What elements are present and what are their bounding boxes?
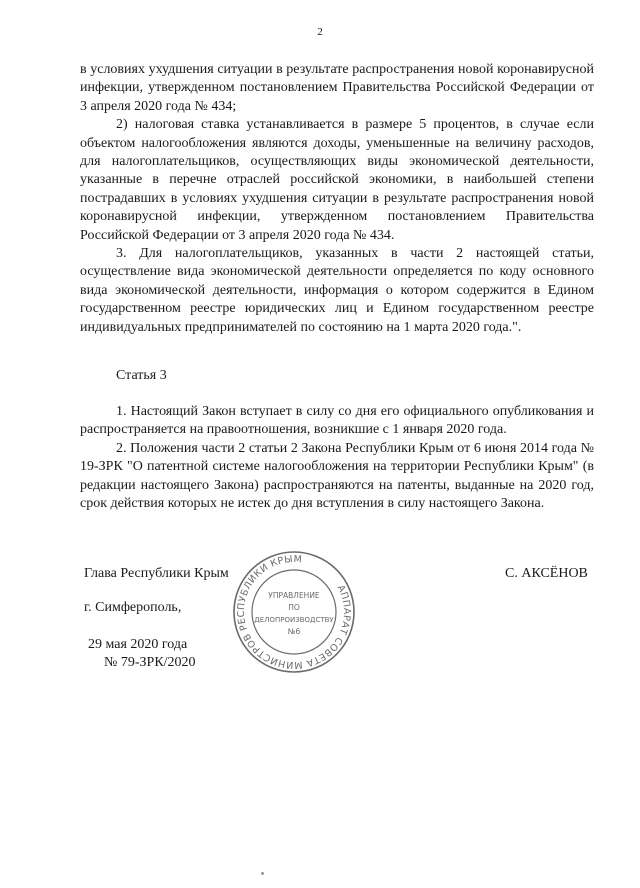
paragraph-taxpayers: 3. Для налогоплательщиков, указанных в части 2 настоящей статьи, осуществление вида экономической деятельности определяется по коду основного вида экономической деятельности, информация о котором содержится в Едином государственном реестре юридических лиц и Едином государственном реестре индивидуальных предпринимателей по состоянию на 1 марта 2020 года.". (80, 246, 594, 335)
signatory-title: Глава Республики Крым (84, 566, 229, 581)
article-3-item-2: 2. Положения части 2 статьи 2 Закона Республики Крым от 6 июня 2014 года № 19-ЗРК "О патентной системе налогообложения на территории Республики Крым" (в редакции настоящего Закона) распространяются на патенты, выданные на 2020 год, срок действия которых не истек до дня вступления в силу настоящего Закона. (80, 440, 594, 512)
signing-date: 29 мая 2020 года (88, 637, 188, 652)
document-body (80, 61, 594, 337)
stamp-line-2: ПО (288, 603, 300, 612)
article-3-title: Статья 3 (116, 368, 167, 383)
law-number: № 79-ЗРК/2020 (104, 655, 196, 670)
stamp-line-1: УПРАВЛЕНИЕ (268, 591, 320, 600)
signing-city: г. Симферополь, (84, 600, 182, 615)
stamp-ring-text: АППАРАТ СОВЕТА МИНИСТРОВ РЕСПУБЛИКИ КРЫМ (235, 553, 353, 671)
paragraph-continuation: в условиях ухудшения ситуации в результате распространения новой коронавирусной инфекции, утвержденном постановлением Правительства Российской Федерации от 3 апреля 2020 года № 434; (80, 62, 594, 114)
page-number: 2 (317, 26, 323, 38)
article-3-body (80, 403, 594, 513)
stamp-line-4: №6 (287, 627, 301, 636)
article-3-item-1: 1. Настоящий Закон вступает в силу со дня его официального опубликования и распространяется на правоотношения, возникшие с 1 января 2020 года. (80, 404, 594, 438)
paragraph-tax-rate: 2) налоговая ставка устанавливается в размере 5 процентов, в случае если объектом налогообложения являются доходы, уменьшенные на величину расходов, для налогоплательщиков, осуществляющих виды экономической деятельности, указанные в перечне отраслей российской экономики, в наибольшей степени пострадавших в условиях ухудшения ситуации в результате распространения новой коронавирусной инфекции, утвержденном постановлением Правительства Российской Федерации от 3 апреля 2020 года № 434. (80, 117, 594, 243)
signatory-name: С. АКСЁНОВ (505, 566, 588, 581)
stamp-seal-icon (230, 548, 358, 676)
official-stamp (230, 548, 358, 676)
scan-dot (261, 872, 264, 875)
stamp-line-3: ДЕЛОПРОИЗВОДСТВУ (254, 616, 334, 624)
